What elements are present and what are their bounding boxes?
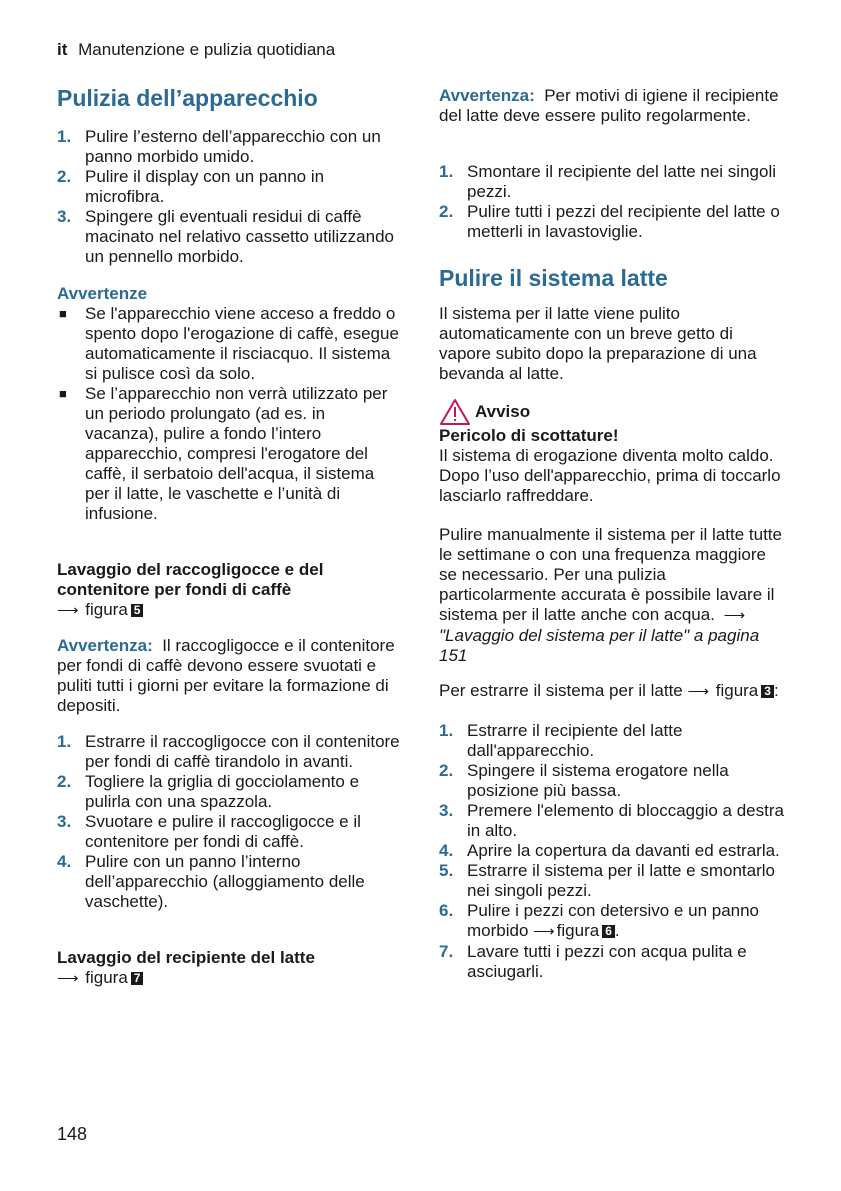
list-item: ■ Se l’apparecchio non verrà utilizzato per un periodo prolungato (ad es. in vacanza), pulire a fondo l’intero apparecchio, compresi l'erogatore del caffè, il serbatoio dell'acqua, il sistema per il latte, le vaschette e l’unità di infusione. bbox=[59, 384, 388, 523]
language-code: it bbox=[57, 40, 68, 59]
milk-system-intro: Il sistema per il latte viene pulito automaticamente con un breve getto di vapore subito dopo la preparazione di una bevanda al latte. bbox=[439, 304, 757, 383]
extract-figure-ref[interactable]: figura 3 bbox=[716, 681, 774, 700]
notes-title: Avvertenze bbox=[57, 284, 148, 303]
section-title-cleaning: Pulizia dell’apparecchio bbox=[57, 85, 318, 111]
header-title: Manutenzione e pulizia quotidiana bbox=[78, 40, 336, 59]
list-item: ■ Se l'apparecchio viene acceso a freddo o spento dopo l'erogazione di caffè, esegue automaticamente il risciacquo. Il sistema si pulisce così da solo. bbox=[59, 304, 399, 383]
list-item: 4. Aprire la copertura da davanti ed estrarla. bbox=[439, 841, 780, 860]
list-item: 2. Spingere il sistema erogatore nella posizione più bassa. bbox=[439, 761, 729, 800]
drip-section bbox=[57, 560, 402, 621]
arrow-right-icon: ⟶ bbox=[57, 970, 79, 987]
milk-container-title: Lavaggio del recipiente del latte bbox=[57, 948, 315, 967]
extract-steps bbox=[439, 721, 787, 982]
step6-figure-ref[interactable]: figura 6 bbox=[557, 921, 615, 940]
list-item: 7. Lavare tutti i pezzi con acqua pulita e asciugarli. bbox=[439, 942, 747, 981]
figure-number-badge: 7 bbox=[131, 972, 144, 985]
extract-intro: Per estrarre il sistema per il latte ⟶ figura 3 : bbox=[439, 681, 779, 700]
manual-cleaning-link[interactable]: "Lavaggio del sistema per il latte" a pagina 151 bbox=[439, 626, 760, 665]
list-item: 3. Svuotare e pulire il raccogligocce e il contenitore per fondi di caffè. bbox=[57, 812, 361, 851]
arrow-right-icon: ⟶ bbox=[533, 923, 555, 940]
list-item: 1. Pulire l’esterno dell’apparecchio con un panno morbido umido. bbox=[57, 127, 381, 166]
list-item: 2. Pulire il display con un panno in microfibra. bbox=[57, 167, 325, 206]
hygiene-note: Avvertenza: Per motivi di igiene il recipiente del latte deve essere pulito regolarmente. bbox=[439, 86, 779, 125]
warning-text: Il sistema di erogazione diventa molto caldo. Dopo l’uso dell'apparecchio, prima di toccarlo lasciarlo raffreddare. bbox=[439, 446, 781, 505]
list-item: 3. Premere l'elemento di bloccaggio a destra in alto. bbox=[439, 801, 784, 840]
arrow-right-icon: ⟶ bbox=[723, 607, 746, 624]
milk-container-section bbox=[57, 948, 402, 989]
drip-figure-ref[interactable]: ⟶ figura 5 bbox=[57, 600, 402, 621]
section-title-milk-system: Pulire il sistema latte bbox=[439, 265, 668, 291]
cleaning-steps bbox=[57, 127, 402, 267]
list-item: 5. Estrarre il sistema per il latte e smontarlo nei singoli pezzi. bbox=[439, 861, 775, 900]
warning-heading: Pericolo di scottature! bbox=[439, 426, 619, 445]
drip-steps bbox=[57, 732, 402, 912]
notes-list bbox=[57, 304, 402, 524]
arrow-right-icon: ⟶ bbox=[687, 683, 709, 700]
list-item: 1. Smontare il recipiente del latte nei singoli pezzi. bbox=[439, 162, 777, 201]
list-item: 6. Pulire i pezzi con detersivo e un panno morbido ⟶ figura 6 . bbox=[439, 901, 760, 940]
figure-number-badge: 5 bbox=[131, 604, 144, 617]
list-item: 2. Pulire tutti i pezzi del recipiente del latte o metterli in lavastoviglie. bbox=[439, 202, 780, 241]
figure-number-badge: 6 bbox=[602, 925, 615, 938]
milk-container-steps bbox=[439, 162, 787, 242]
warning-triangle-icon bbox=[439, 398, 471, 426]
list-item: 1. Estrarre il recipiente del latte dall'apparecchio. bbox=[439, 721, 683, 760]
page-header bbox=[57, 40, 335, 60]
list-item: 2. Togliere la griglia di gocciolamento e pulirla con una spazzola. bbox=[57, 772, 360, 811]
arrow-right-icon: ⟶ bbox=[57, 602, 79, 619]
manual-cleaning-text: Pulire manualmente il sistema per il latte tutte le settimane o con una frequenza maggiore se necessario. Per una pulizia particolarmente accurata è possibile lavare il sistema per il latte anche con acqua. ⟶ "Lavaggio del sistema per il latte" a pagina 151 bbox=[439, 525, 782, 665]
list-item: 1. Estrarre il raccogligocce con il contenitore per fondi di caffè tirandolo in avanti. bbox=[57, 732, 400, 771]
list-item: 4. Pulire con un panno l’interno dell’apparecchio (alloggiamento delle vaschette). bbox=[57, 852, 365, 911]
page-number: 148 bbox=[57, 1124, 88, 1144]
milk-figure-ref[interactable]: ⟶ figura 7 bbox=[57, 968, 402, 989]
list-item: 3. Spingere gli eventuali residui di caffè macinato nel relativo cassetto utilizzando un pennello morbido. bbox=[57, 207, 394, 266]
figure-number-badge: 3 bbox=[761, 685, 774, 698]
drip-title: Lavaggio del raccogligocce e del contenitore per fondi di caffè bbox=[57, 560, 324, 599]
warning-title: Avviso bbox=[439, 398, 787, 426]
warning-box bbox=[439, 398, 787, 506]
drip-note: Avvertenza: Il raccogligocce e il contenitore per fondi di caffè devono essere svuotati e puliti tutti i giorni per evitare la formazione di depositi. bbox=[57, 636, 395, 715]
